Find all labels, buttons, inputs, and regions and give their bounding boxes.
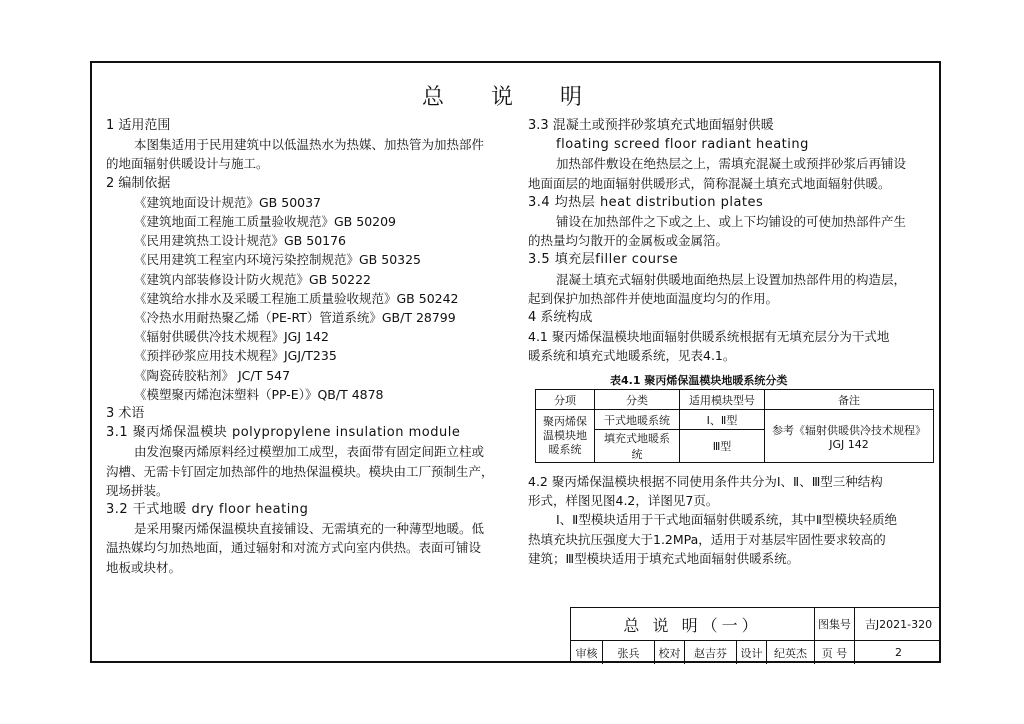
design-label: 设计 (737, 641, 767, 664)
text-line: 《冷热水用耐热聚乙烯（PE-RT）管道系统》GB/T 28799 (134, 310, 456, 326)
text-line: 地面面层的地面辐射供暖形式，简称混凝土填充式地面辐射供暖。 (528, 175, 891, 191)
text-line: 4 系统构成 (528, 310, 593, 326)
check-label: 校对 (655, 641, 685, 664)
text-line: 现场拼装。 (106, 482, 169, 498)
left-column (106, 116, 494, 577)
text-line: 《模塑聚丙烯泡沫塑料（PP-E）》QB/T 4878 (134, 386, 384, 402)
text-line: 3.4 均热层 heat distribution plates (528, 194, 764, 210)
table-cell: 填充式地暖系统 (595, 430, 680, 463)
text-line: 加热部件敷设在绝热层之上，需填充混凝土或预拌砂浆后再铺设 (556, 156, 907, 172)
text-line: 《民用建筑工程室内环境污染控制规范》GB 50325 (134, 252, 422, 268)
text-line: 3 术语 (106, 406, 145, 422)
right-column-top (528, 116, 906, 366)
text-line: 形式，样图见图4.2，详图见7页。 (528, 493, 719, 509)
table-cell: Ⅲ型 (680, 430, 765, 463)
sheet-name: 总 说 明（一） (571, 608, 815, 640)
table-caption: 表4.1 聚丙烯保温模块地暖系统分类 (610, 374, 788, 387)
text-line: 《建筑地面设计规范》GB 50037 (134, 194, 321, 210)
table-group-cell: 聚丙烯保温模块地暖系统 (536, 410, 595, 463)
reviewer: 张兵 (603, 641, 655, 664)
text-line: 2 编制依据 (106, 175, 171, 191)
text-line: 《预拌砂浆应用技术规程》JGJ/T235 (134, 348, 337, 364)
text-line: floating screed floor radiant heating (556, 137, 809, 153)
text-line: 《建筑给水排水及采暖工程施工质量验收规范》GB 50242 (134, 290, 459, 306)
text-line: 混凝土填充式辐射供暖地面绝热层上设置加热部件用的构造层， (556, 271, 907, 287)
text-line: 3.3 混凝土或预拌砂浆填充式地面辐射供暖 (528, 118, 774, 133)
text-line: 《建筑内部装修设计防火规范》GB 50222 (134, 271, 372, 287)
right-column-bottom (528, 472, 897, 568)
text-line: 温热媒均匀加热地面，通过辐射和对流方式向室内供热。表面可铺设 (106, 540, 482, 556)
atlas-label: 图集号 (815, 608, 855, 640)
table-header: 备注 (765, 390, 934, 410)
text-line: 沟槽、无需卡钉固定加热部件的地热保温模块。模块由工厂预制生产， (106, 463, 494, 479)
text-line: 起到保护加热部件并使地面温度均匀的作用。 (528, 290, 779, 306)
table-header: 适用模块型号 (680, 390, 765, 410)
text-line: 4.2 聚丙烯保温模块根据不同使用条件共分为Ⅰ、Ⅱ、Ⅲ型三种结构 (528, 474, 883, 489)
review-label: 审核 (571, 641, 603, 664)
designer: 纪英杰 (767, 641, 815, 664)
table-cell: Ⅰ、Ⅱ型 (680, 410, 765, 430)
text-line: 建筑；Ⅲ型模块适用于填充式地面辐射供暖系统。 (528, 550, 800, 566)
text-line: 《辐射供暖供冷技术规程》JGJ 142 (134, 329, 329, 345)
text-line: 《建筑地面工程施工质量验收规范》GB 50209 (134, 214, 397, 230)
text-line: 铺设在加热部件之下或之上、或上下均铺设的可使加热部件产生 (556, 214, 907, 230)
text-line: 的热量均匀散开的金属板或金属箔。 (528, 233, 729, 249)
text-line: 《陶瓷砖胶粘剂》 JC/T 547 (134, 367, 291, 383)
table-cell: 干式地暖系统 (595, 410, 680, 430)
text-line: 3.1 聚丙烯保温模块 polypropylene insulation module (106, 425, 461, 441)
text-line: 是采用聚丙烯保温模块直接铺设、无需填充的一种薄型地暖。低 (134, 521, 485, 537)
checker: 赵吉芬 (685, 641, 737, 664)
table-note: 参考《辐射供暖供冷技术规程》 (772, 423, 926, 437)
title-block (570, 607, 941, 663)
text-line: 《民用建筑热工设计规范》GB 50176 (134, 233, 347, 249)
text-line: 的地面辐射供暖设计与施工。 (106, 156, 269, 172)
classification-table (535, 389, 934, 463)
table-note: JGJ 142 (829, 437, 869, 451)
text-line: 由发泡聚丙烯原料经过模塑加工成型，表面带有固定间距立柱或 (134, 444, 485, 460)
text-line: Ⅰ、Ⅱ型模块适用于干式地面辐射供暖系统，其中Ⅱ型模块轻质绝 (556, 512, 897, 528)
table-header: 分类 (595, 390, 680, 410)
text-line: 1 适用范围 (106, 118, 171, 133)
text-line: 4.1 聚丙烯保温模块地面辐射供暖系统根据有无填充层分为干式地 (528, 329, 890, 345)
text-line: 暖系统和填充式地暖系统，见表4.1。 (528, 348, 736, 364)
text-line: 地板或块材。 (106, 559, 182, 575)
atlas-number: 吉J2021-320 (864, 618, 933, 631)
page-number: 2 (895, 646, 902, 659)
table-header: 分项 (536, 390, 595, 410)
text-line: 热填充块抗压强度大于1.2MPa，适用于对基层牢固性要求较高的 (528, 531, 886, 547)
page-label: 页 号 (815, 641, 855, 664)
page-title: 总 说 明 (422, 85, 602, 110)
text-line: 3.5 填充层filler course (528, 252, 679, 268)
text-line: 3.2 干式地暖 dry floor heating (106, 502, 309, 518)
table-note-cell (765, 410, 934, 463)
text-line: 本图集适用于民用建筑中以低温热水为热媒、加热管为加热部件 (134, 137, 485, 153)
